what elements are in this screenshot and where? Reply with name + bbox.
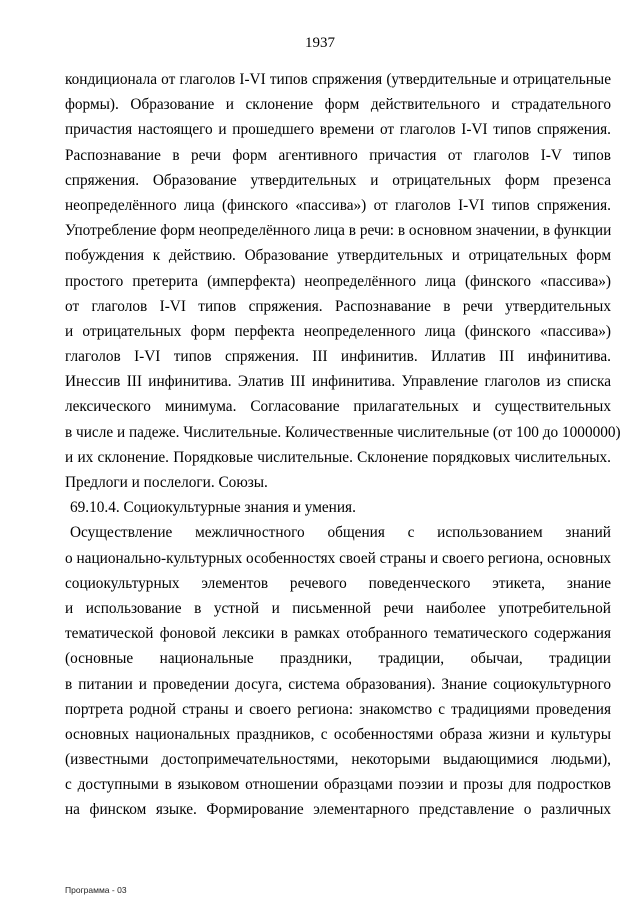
text-line: от глаголов I-VI типов спряжения. Распознавание в речи утвердительных [65, 297, 611, 315]
text-line: причастия настоящего и прошедшего времени от глаголов I-VI типов спряжения. [65, 121, 611, 139]
footer-label: Программа - 03 [65, 885, 127, 895]
text-line: Распознавание в речи форм агентивного причастия от глаголов I-V типов [65, 146, 611, 164]
text-line: 69.10.4. Социокультурные знания и умения. [70, 499, 356, 517]
text-line: простого претерита (имперфекта) неопределённого лица (финского «пассива») [65, 272, 611, 290]
text-line: кондиционала от глаголов I-VI типов спряжения (утвердительные и отрицательные [65, 71, 611, 88]
text-line: глаголов I-VI типов спряжения. III инфинитив. Иллатив III инфинитива. [65, 348, 611, 366]
text-line: лексического минимума. Согласование прилагательных и существительных [65, 398, 611, 416]
text-line: Инессив III инфинитива. Элатив III инфинитива. Управление глаголов из списка [65, 373, 611, 391]
text-line: и использование в устной и письменной речи наиболее употребительной [65, 599, 611, 617]
text-line: и их склонение. Порядковые числительные. Склонение порядковых числительных. [65, 448, 611, 466]
text-line: портрета родной страны и своего региона: знакомство с традициями проведения [65, 700, 611, 718]
text-line: на финском языке. Формирование элементарного представление о различных [65, 801, 611, 819]
text-line: неопределённого лица (финского «пассива») от глаголов I-VI типов спряжения. [65, 196, 611, 214]
text-line: основных национальных праздников, с особенностями образа жизни и культуры [65, 725, 611, 743]
text-line: в числе и падеже. Числительные. Количественные числительные (от 100 до 1000000) [65, 423, 621, 441]
text-line: Употребление форм неопределённого лица в речи: в основном значении, в функции [65, 222, 612, 240]
text-line: в питании и проведении досуга, система образования). Знание социокультурного [65, 675, 611, 693]
text-line: о национально-культурных особенностях своей страны и своего региона, основных [65, 549, 612, 567]
text-line: социокультурных элементов речевого поведенческого этикета, знание [65, 574, 611, 592]
text-line: и отрицательных форм перфекта неопределенного лица (финского «пассива») [65, 322, 611, 340]
text-line: побуждения к действию. Образование утвердительных и отрицательных форм [65, 247, 611, 265]
text-line: спряжения. Образование утвердительных и отрицательных форм презенса [65, 171, 611, 189]
text-line: Предлоги и послелоги. Союзы. [65, 474, 268, 491]
text-line: (основные национальные праздники, традиции, обычаи, традиции [65, 650, 611, 668]
document-body [65, 67, 621, 823]
text-line: с доступными в языковом отношении образцами поэзии и прозы для подростков [65, 776, 611, 794]
page-number: 1937 [305, 35, 335, 51]
text-line: Осуществление межличностного общения с использованием знаний [70, 524, 611, 542]
text-line: (известными достопримечательностями, некоторыми выдающимися людьми), [65, 751, 611, 769]
text-line: формы). Образование и склонение форм действительного и страдательного [65, 96, 611, 114]
text-line: тематической фоновой лексики в рамках отобранного тематического содержания [65, 625, 611, 643]
